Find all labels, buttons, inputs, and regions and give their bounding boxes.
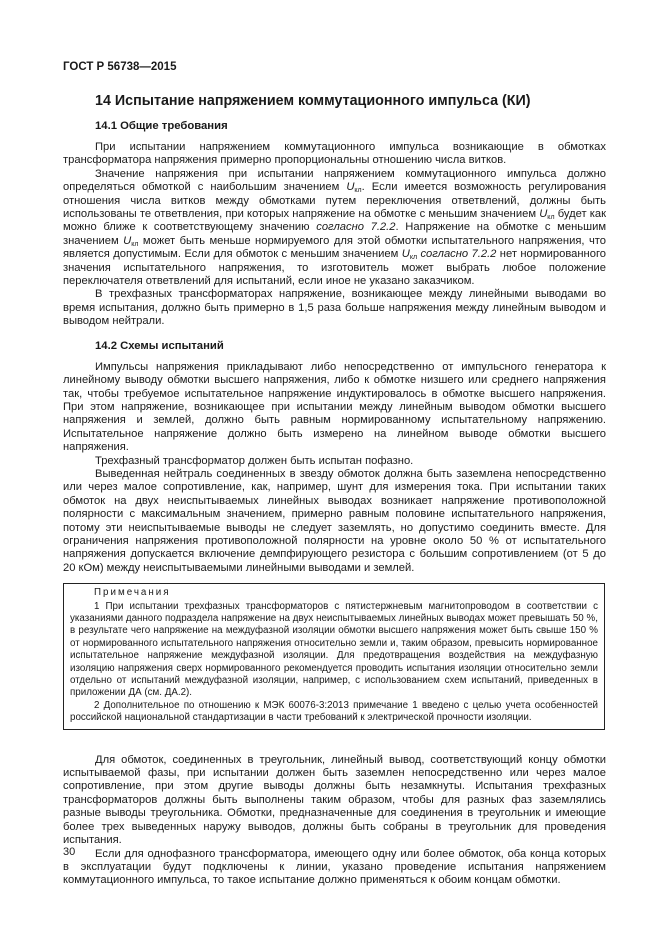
paragraph: При испытании напряжением коммутационного импульса возникающие в обмотках трансформатора напряжения примерно пропорциональны отношению числа витков. bbox=[63, 141, 606, 167]
text: Значение напряжения при испытании напряжением коммутационного импульса должно определяться обмоткой с наибольшим значением bbox=[63, 167, 606, 194]
notes-box bbox=[63, 583, 605, 729]
note-2: 2 Дополнительное по отношению к МЭК 60076-3:2013 примечание 1 введено с целью учета особенностей российской национальной стандартизации в части требований к электрической прочности изоляции. bbox=[70, 699, 598, 724]
note-1: 1 При испытании трехфазных трансформаторов с пятистержневым магнитопроводом в соответствии с указаниями данного подраздела напряжение на двух неиспытываемых линейных выводах может превышать 50 %, в результате чего напряжение на междуфазной изоляции обмотки высшего напряжения может быть свыше 150 % от нормированного испытательного напряжения относительно земли и, таким образом, превысить нормированное испытательное напряжение междуфазной изоляции. Для предотвращения воздействия на междуфазную изоляцию напряжения сверх нормированного рекомендуется проводить испытания изоляции относительно земли отдельно от испытаний междуфазной изоляции, например, с использованием схем испытаний, приведенных в приложении ДА (см. ДА.2). bbox=[70, 600, 598, 699]
subscript: кл bbox=[354, 187, 362, 195]
paragraph: Трехфазный трансформатор должен быть испытан пофазно. bbox=[95, 454, 414, 467]
paragraph: В трехфазных трансформаторах напряжение, возникающее между линейными выводами во время испытания, должно быть примерно в 1,5 раза больше напряжения между линейным выводом и выводом нейтрали. bbox=[63, 288, 606, 328]
subsection-title-14-1: 14.1 Общие требования bbox=[95, 120, 228, 132]
symbol: U bbox=[346, 181, 355, 194]
section-title: 14 Испытание напряжением коммутационного импульса (КИ) bbox=[95, 93, 531, 109]
reference: согласно 7.2.2 bbox=[420, 248, 497, 261]
subscript: кл bbox=[131, 240, 139, 248]
text: . Напряжение на обмотке с меньшим значением bbox=[63, 221, 607, 247]
symbol: U bbox=[123, 234, 132, 247]
paragraph: Для обмоток, соединенных в треугольник, линейный вывод, соответствующий концу обмотки испытываемой фазы, при испытании должен быть заземлен непосредственно или через малое сопротивление, при этом другие выводы должны быть незамкнуты. Испытания трехфазных трансформаторов должны быть выполнены таким образом, чтобы для разных фаз заземлялись разные выводы треугольника. Обмотки, предназначенные для соединения в треугольник и имеющие более трех выведенных наружу выводов, должны быть собраны в треугольник для проведения испытания. bbox=[63, 753, 606, 847]
notes-title: Примечания bbox=[94, 587, 171, 599]
paragraph: Выведенная нейтраль соединенных в звезду обмоток должна быть заземлена непосредственно или через малое сопротивление, как, например, шунт для измерения тока. При испытании таких обмоток на двух неиспытываемых линейных выводах возникает напряжение противоположной полярности с максимальным значением, примерно равным половине испытательного напряжения, потому эти неиспытываемые выводы не следует заземлять, но допустимо соединить вместе. Для ограничения напряжения противоположной полярности на уровне около 50 % от испытательного напряжения допускается включение демпфирующего резистора с большим сопротивлением (от 5 до 20 кОм) между неиспытываемыми линейными выводами и землей. bbox=[63, 467, 606, 574]
symbol: U bbox=[539, 208, 548, 221]
reference: согласно 7.2.2 bbox=[316, 221, 396, 234]
subsection-title-14-2: 14.2 Схемы испытаний bbox=[95, 339, 224, 352]
paragraph: Если для однофазного трансформатора, имеющего одну или более обмоток, оба конца которых в эксплуатации будут подключены к линии, указано проведение испытания напряжением коммутационного импульса, то такое испытание должно применяться к обоим концам обмотки. bbox=[63, 847, 606, 887]
paragraph: Импульсы напряжения прикладывают либо непосредственно от импульсного генератора к линейному выводу обмотки высшего напряжения, либо к обмотке низшего или среднего напряжения так, чтобы требуемое испытательное напряжение индуктировалось в обмотке высшего напряжения. При этом напряжение, возникающее при испытании между линейным выводом обмотки высшего напряжения и землей, должно быть равным нормированному испытательному напряжению. Испытательное напряжение должно быть измерено на линейном выводе обмотки высшего напряжения. bbox=[63, 360, 606, 454]
document-header: ГОСТ Р 56738—2015 bbox=[63, 61, 177, 73]
paragraph bbox=[63, 168, 606, 289]
text: . Если имеется возможность регулирования отношения числа витков между обмотками путем переключения ответвлений, должны быть использованы те ответвления, при которых напряжение на обмотке с меньшим значением bbox=[63, 181, 607, 221]
page-number: 30 bbox=[63, 846, 76, 858]
symbol: U bbox=[401, 248, 410, 261]
text: будет как можно ближе к соответствующему значению bbox=[63, 208, 607, 234]
text: нет нормированного значения испытательного напряжения, то изготовитель может выбрать любое положение переключателя ответвлений для испытаний, если иное не указано заказчиком. bbox=[63, 248, 607, 288]
subscript: кл bbox=[547, 214, 555, 222]
text: может быть меньше нормируемого для этой обмотки испытательного напряжения, что является допустимым. Если для обмоток с меньшим значением bbox=[63, 234, 606, 261]
subscript: кл bbox=[409, 254, 418, 262]
page-body bbox=[63, 92, 606, 888]
